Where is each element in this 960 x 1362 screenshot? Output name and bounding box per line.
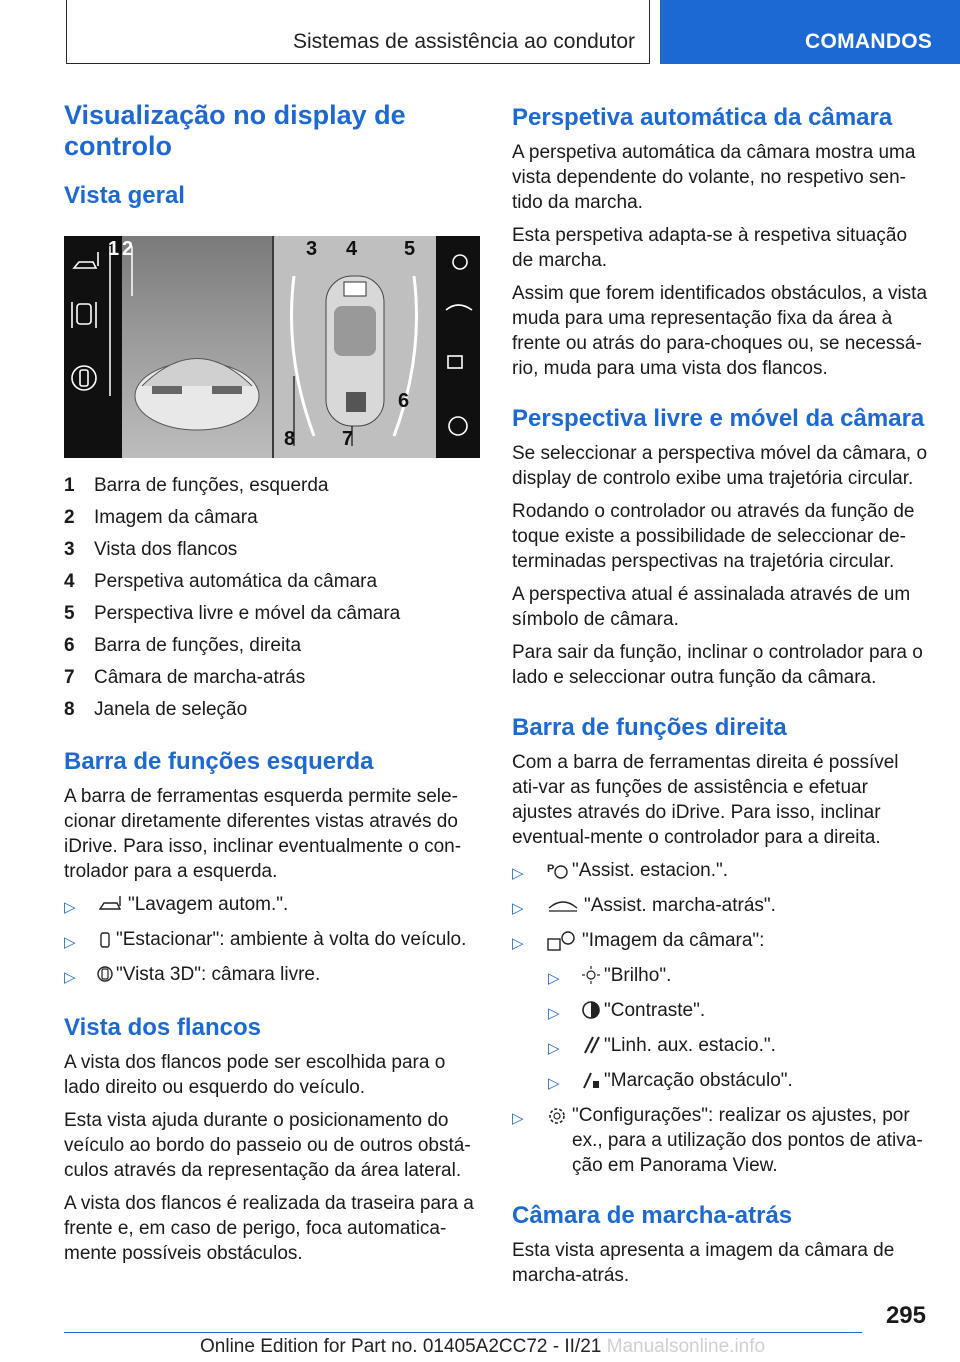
auto-heading: Perspetiva automática da câmara — [512, 104, 893, 131]
legend-row: 1 Barra de funções, esquerda — [64, 475, 329, 496]
list-item: ▷ "Assist. marcha-atrás". — [512, 893, 930, 921]
flank-heading: Vista dos flancos — [64, 1014, 261, 1041]
bullet-arrow-icon: ▷ — [548, 1040, 560, 1057]
3d-view-icon — [94, 962, 116, 984]
free-heading: Perspectiva livre e móvel da câmara — [512, 405, 925, 432]
flank-p3: A vista dos flancos é realizada da traseira para a frente e, em caso de perigo, foca automatica-mente possíveis obstáculos. — [64, 1193, 474, 1264]
overview-heading: Vista geral — [64, 182, 185, 209]
list-item: ▷ "Marcação obstáculo". — [548, 1068, 930, 1096]
camera-settings-icon — [542, 928, 582, 952]
car-rear-illustration — [122, 236, 272, 458]
left-bar-text: A barra de ferramentas esquerda permite sele-cionar diretamente diferentes vistas através do iDrive. Para isso, inclinar eventualmente o con-trolador para a esquerda. — [64, 786, 462, 882]
figure-camera-image — [122, 236, 272, 458]
legend-row: 3 Vista dos flancos — [64, 539, 238, 560]
legend-row: 2 Imagem da câmara — [64, 507, 258, 528]
callout-7: 7 — [342, 428, 354, 450]
bullet-arrow-icon: ▷ — [512, 935, 524, 952]
left-bar-icons — [64, 236, 122, 458]
list-item: ▷ "Brilho". — [548, 963, 930, 991]
svg-text:P: P — [547, 863, 555, 875]
parking-lines-icon — [578, 1033, 604, 1055]
callout-6: 6 — [398, 390, 410, 412]
gear-icon — [542, 1103, 572, 1127]
list-item: ▷ "Linh. aux. estacio.". — [548, 1033, 930, 1061]
reversing-assist-icon — [542, 893, 584, 915]
bullet-arrow-icon: ▷ — [64, 934, 76, 951]
free-p2: Rodando o controlador ou através da função de toque existe a possibilidade de seleccionar de-terminadas perspectivas na trajetória circular. — [512, 501, 915, 572]
camera-display-figure — [64, 236, 480, 458]
left-bar-heading: Barra de funções esquerda — [64, 748, 374, 775]
list-item: ▷ P "Assist. estacion.". — [512, 858, 930, 886]
rev-text: Esta vista apresenta a imagem da câmara de marcha-atrás. — [512, 1240, 895, 1286]
page-number: 295 — [885, 1302, 926, 1329]
legend-row: 5 Perspectiva livre e móvel da câmara — [64, 603, 401, 624]
figure-left-bar — [64, 236, 122, 458]
bullet-arrow-icon: ▷ — [512, 900, 524, 917]
top-view-illustration — [274, 236, 436, 458]
bullet-arrow-icon: ▷ — [512, 865, 524, 882]
callout-5: 5 — [404, 238, 416, 260]
free-p4: Para sair da função, inclinar o controlador para o lado e seleccionar outra função da câmara. — [512, 642, 923, 688]
parking-assist-icon — [542, 858, 572, 880]
chapter-tab-label: COMANDOS — [805, 30, 933, 53]
left-column — [64, 100, 480, 1274]
rbar-text: Com a barra de ferramentas direita é possível ati-var as funções de assistência e efetuar ajustes através do iDrive. Para isso, inclinar eventual-mente o controlador para a direita. — [512, 752, 899, 848]
callout-4: 4 — [346, 238, 358, 260]
header-box — [66, 0, 650, 64]
list-item: ▷ "Vista 3D": câmara livre. — [64, 962, 480, 990]
legend-row: 8 Janela de seleção — [64, 699, 248, 720]
section-title: Sistemas de assistência ao condutor — [292, 30, 635, 53]
footer-divider — [64, 1332, 862, 1333]
list-item: ▷ "Lavagem autom.". — [64, 892, 480, 920]
bullet-arrow-icon: ▷ — [64, 969, 76, 986]
legend-row: 7 Câmara de marcha-atrás — [64, 667, 306, 688]
auto-p3: Assim que forem identificados obstáculos, a vista muda para uma representação fixa da área à frente ou atrás do para-choques ou, se necessá-rio, muda para uma vista dos flancos. — [512, 283, 928, 379]
right-column — [512, 100, 930, 1296]
page-title: Visualização no display de controlo — [64, 100, 406, 161]
callout-8: 8 — [284, 428, 296, 450]
brightness-icon — [578, 963, 604, 985]
obstacle-marking-icon — [578, 1068, 604, 1090]
list-item: ▷ "Estacionar": ambiente à volta do veículo. — [64, 927, 480, 955]
figure-right-bar — [436, 236, 480, 458]
callout-2: 2 — [122, 238, 134, 260]
callout-1: 1 — [108, 238, 120, 260]
right-bar-icons — [436, 236, 480, 458]
list-item: ▷ "Contraste". — [548, 998, 930, 1026]
free-p1: Se seleccionar a perspectiva móvel da câmara, o display de controlo exibe uma trajetória circular. — [512, 443, 928, 489]
watermark: Manualsonline.info — [606, 1336, 766, 1357]
contrast-icon — [578, 998, 604, 1020]
auto-p2: Esta perspetiva adapta-se à respetiva situação de marcha. — [512, 225, 908, 271]
flank-p2: Esta vista ajuda durante o posicionamento do veículo ao bordo do passeio ou de outros obstá-culos através da representação da área lateral. — [64, 1110, 471, 1181]
parking-view-icon — [94, 927, 116, 951]
free-p3: A perspectiva atual é assinalada através de um símbolo de câmara. — [512, 584, 911, 630]
list-item: ▷ "Configurações": realizar os ajustes, por ex., para a utilização dos pontos de ativa-ção em Panorama View. — [512, 1105, 923, 1176]
callout-3: 3 — [306, 238, 318, 260]
footer-edition: Online Edition for Part no. 01405A2CC72 - II/21 Manualsonline.info — [200, 1336, 766, 1357]
bullet-arrow-icon: ▷ — [512, 1110, 524, 1127]
legend-row: 6 Barra de funções, direita — [64, 635, 302, 656]
chapter-tab[interactable] — [660, 0, 960, 64]
legend-row: 4 Perspetiva automática da câmara — [64, 571, 378, 592]
bullet-arrow-icon: ▷ — [548, 970, 560, 987]
bullet-arrow-icon: ▷ — [548, 1075, 560, 1092]
rev-heading: Câmara de marcha-atrás — [512, 1202, 793, 1229]
car-wash-icon — [94, 892, 128, 914]
flank-p1: A vista dos flancos pode ser escolhida para o lado direito ou esquerdo do veículo. — [64, 1052, 446, 1098]
list-item: ▷ "Imagem da câmara": — [512, 928, 930, 956]
bullet-arrow-icon: ▷ — [548, 1005, 560, 1022]
bullet-arrow-icon: ▷ — [64, 899, 76, 916]
rbar-heading: Barra de funções direita — [512, 714, 787, 741]
figure-legend — [64, 470, 480, 726]
auto-p1: A perspetiva automática da câmara mostra uma vista dependente do volante, no respetivo sen-tido da marcha. — [512, 142, 916, 213]
figure-top-view — [274, 236, 436, 458]
